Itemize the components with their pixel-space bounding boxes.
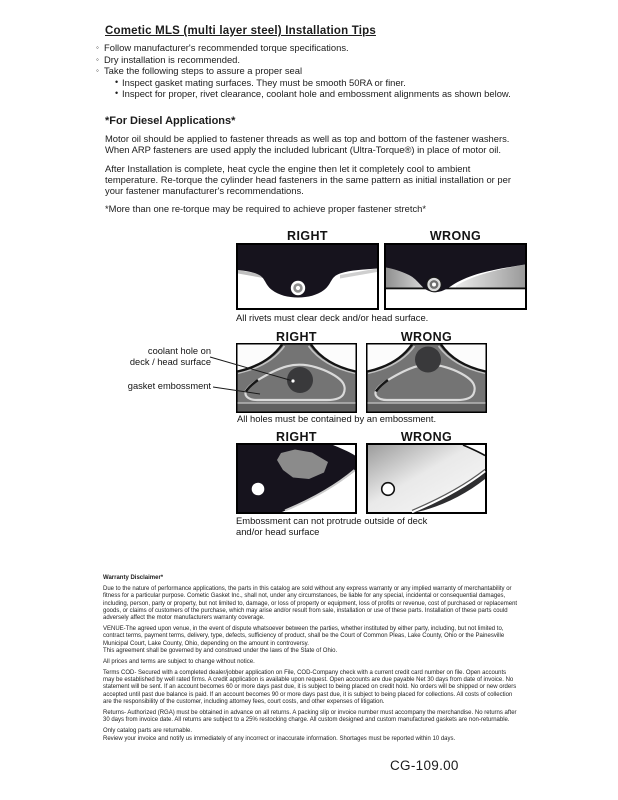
catalog-page-code: CG-109.00	[390, 758, 459, 773]
diagram-caption: All rivets must clear deck and/or head surface.	[236, 312, 429, 323]
list-item-text: Dry installation is recommended.	[104, 53, 240, 65]
diesel-applications-section	[105, 116, 525, 223]
rivet-wrong-illustration	[384, 243, 527, 310]
caption-line: Embossment can not protrude outside of deck	[236, 515, 428, 526]
wrong-label: WRONG	[400, 330, 453, 344]
right-label: RIGHT	[276, 430, 317, 444]
paragraph: After Installation is complete, heat cycle the engine then let it completely cool to ambient temperature. Re-torque the cylinder head fasteners in the same pattern as initial installation or per your fastener manufacturer's recommendations.	[105, 162, 511, 196]
disclaimer-heading: Warranty Disclaimer*	[103, 575, 164, 581]
disclaimer-paragraph: Returns- Authorized (RGA) must be obtained in advance on all returns. A packing slip or invoice number must accompany the merchandise. No returns after 30 days from invoice date. All returns are subject to a 25% restocking charge. All custom designed and custom manufactured gaskets are non-returnable.	[103, 710, 517, 724]
disclaimer-paragraph: Due to the nature of performance applications, the parts in this catalog are sold without any express warranty or any implied warranty of merchantability or fitness for a particular purpose. Cometic Gasket Inc., shall not, under any circumstances, be liable for any special, incidental or consequential damages, including, person, party or property, but not limited to, damage, or loss of property or equipment, loss of profits or revenue, cost of purchased or replacement goods, or claims of customers of the purchase, which may arise and/or result from sale, installation or use of these parts. Installation of these parts could adversely affect the motor manufacturers warranty coverage.	[103, 585, 518, 622]
right-label: RIGHT	[276, 330, 317, 344]
disclaimer-paragraph: Review your invoice and notify us immediately of any incorrect or inaccurate information. Shortages must be reported within 10 days.	[103, 735, 456, 742]
label-line: deck / head surface	[129, 357, 211, 368]
list-item-text: Follow manufacturer's recommended torque specifications.	[104, 42, 349, 53]
diagram-rivet-wrong	[384, 243, 527, 310]
wrong-label: WRONG	[400, 430, 453, 444]
dot-bullet-icon: •	[115, 76, 119, 87]
diagram-caption	[236, 516, 466, 537]
disclaimer-paragraph: VENUE-The agreed upon venue, in the event of dispute whatsoever between the parties, whether instituted by either party, including, but not limited to, contract terms, payment terms, delivery, type, defects, sufficiency of product, shall be the Court of Common Pleas, Lake County, Ohio or the Painesville Municipal Court, Lake County, Ohio, depending on the amount in controversy.	[103, 626, 505, 647]
disclaimer-paragraph: Only catalog parts are returnable.	[103, 728, 193, 735]
circle-bullet-icon: ◦	[96, 54, 99, 64]
section-heading: *For Diesel Applications*	[105, 115, 236, 127]
circle-bullet-icon: ◦	[96, 43, 99, 52]
list-item	[115, 77, 528, 89]
diagram-hole-wrong	[366, 343, 487, 413]
coolant-hole-label	[95, 346, 211, 368]
list-item	[96, 54, 528, 66]
paragraph: Motor oil should be applied to fastener threads as well as top and bottom of the fastener washers. When ARP fasteners are used apply the included lubricant (Ultra-Torque®) in place of motor oil.	[105, 132, 510, 155]
list-item-text: Inspect gasket mating surfaces. They must be smooth 50RA or finer.	[122, 76, 406, 88]
disclaimer-paragraph: Terms COD- Secured with a completed dealer/jobber application on File, COD-Company check with a current credit card number on file. Open accounts may be established by well rated firms. A credit application is available upon request. Open accounts are due payable Net 30 days from date of invoice. No statement will be sent. If an account becomes 60 or more days past due, it is subject to being placed on credit hold. No orders will be shipped or new orders accepted until past due balance is paid. If an account becomes 90 or more days past due, it is subject to being placed for collections. All costs of collection are the responsibility of the customer, including attorney fees, court costs, and other expenses of litigation.	[103, 669, 517, 706]
hole-wrong-illustration	[366, 343, 487, 413]
right-label: RIGHT	[287, 229, 328, 243]
protrude-right-illustration	[236, 443, 357, 514]
rivet-right-illustration	[236, 243, 379, 310]
paragraph: *More than one re-torque may be required to achieve proper fastener stretch*	[105, 203, 427, 215]
diagram-protrude-right	[236, 443, 357, 514]
diagram-rivet-right	[236, 243, 379, 310]
wrong-label: WRONG	[429, 229, 482, 243]
list-item	[96, 42, 528, 54]
dot-bullet-icon: •	[115, 88, 119, 99]
diagram-protrude-wrong	[366, 443, 487, 514]
list-item	[96, 65, 528, 77]
protrude-wrong-illustration	[366, 443, 487, 514]
gasket-embossment-label: gasket embossment	[127, 381, 211, 391]
diagram-caption: All holes must be contained by an embossment.	[237, 413, 437, 424]
caption-line: and/or head surface	[236, 525, 320, 537]
installation-tips-list	[96, 42, 528, 100]
disclaimer-paragraph: All prices and terms are subject to change without notice.	[103, 658, 255, 665]
page-title: Cometic MLS (multi layer steel) Installation Tips	[105, 25, 376, 37]
list-item	[115, 88, 528, 100]
leader-lines	[205, 350, 305, 400]
list-item-text: Inspect for proper, rivet clearance, coolant hole and embossment alignments as shown below.	[122, 88, 511, 100]
label-line: coolant hole on	[147, 346, 211, 356]
circle-bullet-icon: ◦	[96, 66, 99, 76]
disclaimer-paragraph: This agreement shall be governed by and construed under the laws of the State of Ohio.	[103, 648, 338, 655]
warranty-disclaimer	[103, 575, 519, 746]
list-item-text: Take the following steps to assure a proper seal	[104, 65, 303, 77]
